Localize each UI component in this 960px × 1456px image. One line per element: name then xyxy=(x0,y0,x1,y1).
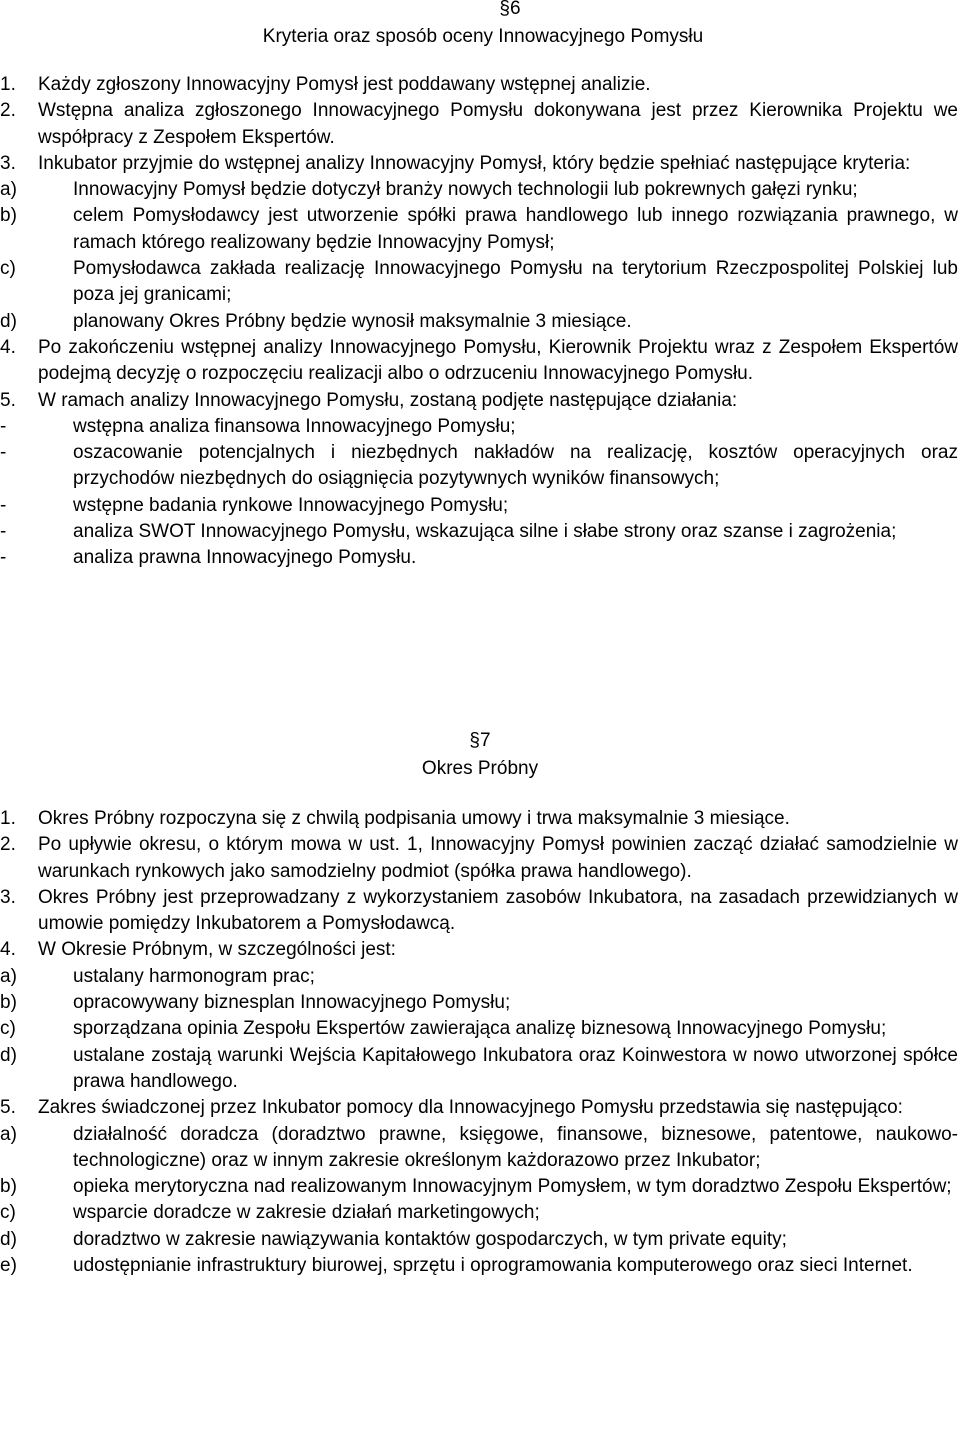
list-item xyxy=(0,937,960,963)
sub-item-label: - xyxy=(0,494,7,516)
list-item xyxy=(0,885,960,938)
sub-item xyxy=(0,1122,960,1175)
sub-item-text: planowany Okres Próbny będzie wynosił maksymalnie 3 miesiące. xyxy=(73,310,632,332)
sub-item-text: Innowacyjny Pomysł będzie dotyczył branży nowych technologii lub pokrewnych gałęzi rynku; xyxy=(73,179,858,201)
item-number: 4. xyxy=(0,939,16,961)
sub-item xyxy=(0,414,960,440)
section-heading-number xyxy=(0,0,960,22)
item-text: Po upływie okresu, o którym mowa w ust. 1, Innowacyjny Pomysł powinien zacząć działać samodzielnie w warunkach rynkowych jako samodzielny podmiot (spółka prawa handlowego). xyxy=(38,834,958,882)
item-number: 3. xyxy=(0,152,16,174)
section-title: Kryteria oraz sposób oceny Innowacyjnego Pomysłu xyxy=(262,26,704,48)
sub-item-text: doradztwo w zakresie nawiązywania kontaktów gospodarczych, w tym private equity; xyxy=(73,1228,787,1250)
sub-item-label: b) xyxy=(0,1176,17,1198)
sub-item-text: udostępnianie infrastruktury biurowej, sprzętu i oprogramowania komputerowego oraz sieci Internet. xyxy=(73,1255,913,1277)
item-number: 2. xyxy=(0,100,16,122)
section-symbol: § xyxy=(469,730,480,751)
sub-item xyxy=(0,545,960,571)
sub-item xyxy=(0,1200,960,1226)
list-item xyxy=(0,98,960,151)
section-7-items xyxy=(0,806,960,1279)
list-item xyxy=(0,832,960,885)
sub-item-text: sporządzana opinia Zespołu Ekspertów zawierająca analizę biznesową Innowacyjnego Pomysłu; xyxy=(73,1018,887,1040)
sub-item xyxy=(0,1253,960,1279)
list-item xyxy=(0,1095,960,1121)
sub-item-label: c) xyxy=(0,1202,16,1224)
item-text: Po zakończeniu wstępnej analizy Innowacyjnego Pomysłu, Kierownik Projektu wraz z Zespołem Ekspertów podejmą decyzję o rozpoczęciu realizacji albo o odrzuceniu Innowacyjnego Pomysłu. xyxy=(38,336,958,385)
sub-item xyxy=(0,1043,960,1096)
section-6 xyxy=(0,0,960,51)
sub-item-label: d) xyxy=(0,1228,17,1250)
sub-item-label: a) xyxy=(0,1123,17,1145)
item-number: 2. xyxy=(0,834,16,856)
section-heading-number xyxy=(0,728,960,754)
sub-item xyxy=(0,1016,960,1042)
sub-item xyxy=(0,964,960,990)
item-number: 4. xyxy=(0,336,16,358)
sub-item-text: działalność doradcza (doradztwo prawne, księgowe, finansowe, biznesowe, patentowe, naukowo-technologiczne) oraz w innym zakresie określonym każdorazowo przez Inkubator; xyxy=(73,1123,958,1171)
item-number: 1. xyxy=(0,808,16,829)
item-text: Okres Próbny rozpoczyna się z chwilą podpisania umowy i trwa maksymalnie 3 miesiące. xyxy=(38,808,790,829)
section-7 xyxy=(0,728,960,783)
sub-item xyxy=(0,493,960,519)
section-number: 6 xyxy=(510,0,521,19)
item-text: Inkubator przyjmie do wstępnej analizy Innowacyjny Pomysł, który będzie spełniać następujące kryteria: xyxy=(38,152,911,174)
sub-item-label: e) xyxy=(0,1255,17,1277)
sub-item-label: - xyxy=(0,442,7,464)
item-text: W Okresie Próbnym, w szczególności jest: xyxy=(38,939,396,961)
item-text: Okres Próbny jest przeprowadzany z wykorzystaniem zasobów Inkubatora, na zasadach przewidzianych w umowie pomiędzy Inkubatorem a Pomysłodawcą. xyxy=(38,886,958,935)
item-number: 3. xyxy=(0,886,16,908)
list-item xyxy=(0,335,960,388)
sub-item xyxy=(0,440,960,493)
item-number: 5. xyxy=(0,389,16,411)
sub-item-label: b) xyxy=(0,205,17,227)
sub-item-label: c) xyxy=(0,1018,16,1040)
sub-item-text: analiza prawna Innowacyjnego Pomysłu. xyxy=(73,547,417,569)
sub-item-text: ustalany harmonogram prac; xyxy=(73,965,315,987)
sub-item-label: d) xyxy=(0,310,17,332)
item-number: 5. xyxy=(0,1097,16,1119)
sub-item xyxy=(0,177,960,203)
list-item xyxy=(0,72,960,98)
sub-item-label: b) xyxy=(0,992,17,1014)
sub-item xyxy=(0,990,960,1016)
section-title: Okres Próbny xyxy=(421,758,539,780)
sub-item xyxy=(0,1227,960,1253)
sub-item xyxy=(0,203,960,256)
sub-item xyxy=(0,256,960,309)
item-text: Każdy zgłoszony Innowacyjny Pomysł jest poddawany wstępnej analizie. xyxy=(38,74,651,95)
sub-item-text: opieka merytoryczna nad realizowanym Innowacyjnym Pomysłem, w tym doradztwo Zespołu Ekspertów; xyxy=(73,1176,952,1198)
sub-item xyxy=(0,309,960,335)
item-number: 1. xyxy=(0,74,16,95)
sub-item-text: wsparcie doradcze w zakresie działań marketingowych; xyxy=(73,1202,540,1224)
sub-item xyxy=(0,519,960,545)
sub-item-label: a) xyxy=(0,179,17,201)
section-number: 7 xyxy=(480,730,491,751)
sub-item-text: oszacowanie potencjalnych i niezbędnych nakładów na realizację, kosztów operacyjnych oraz przychodów niezbędnych do osiągnięcia pozytywnych wyników finansowych; xyxy=(73,442,958,490)
sub-item-text: ustalane zostają warunki Wejścia Kapitałowego Inkubatora oraz Koinwestora w nowo utworzonej spółce prawa handlowego. xyxy=(73,1044,958,1092)
sub-item-text: analiza SWOT Innowacyjnego Pomysłu, wskazująca silne i słabe strony oraz szanse i zagrożenia; xyxy=(73,521,897,543)
sub-item-label: d) xyxy=(0,1044,17,1066)
sub-item-label: - xyxy=(0,547,7,569)
sub-item-label: c) xyxy=(0,258,16,280)
sub-item-text: opracowywany biznesplan Innowacyjnego Pomysłu; xyxy=(73,992,511,1014)
item-text: Zakres świadczonej przez Inkubator pomocy dla Innowacyjnego Pomysłu przedstawia się następująco: xyxy=(38,1097,903,1119)
section-symbol: § xyxy=(499,0,510,19)
item-text: W ramach analizy Innowacyjnego Pomysłu, zostaną podjęte następujące działania: xyxy=(38,389,738,411)
sub-item-label: a) xyxy=(0,965,17,987)
list-item xyxy=(0,388,960,414)
sub-item-text: Pomysłodawca zakłada realizację Innowacyjnego Pomysłu na terytorium Rzeczpospolitej Polskiej lub poza jej granicami; xyxy=(73,258,958,306)
list-item xyxy=(0,151,960,177)
item-text: Wstępna analiza zgłoszonego Innowacyjnego Pomysłu dokonywana jest przez Kierownika Projektu we współpracy z Zespołem Ekspertów. xyxy=(38,100,958,148)
section-6-items xyxy=(0,72,960,572)
sub-item xyxy=(0,1174,960,1200)
sub-item-label: - xyxy=(0,521,7,543)
sub-item-text: celem Pomysłodawcy jest utworzenie spółki prawa handlowego lub innego rozwiązania prawnego, w ramach którego realizowany będzie Innowacyjny Pomysł; xyxy=(73,205,958,253)
sub-item-text: wstępne badania rynkowe Innowacyjnego Pomysłu; xyxy=(73,494,509,516)
list-item xyxy=(0,806,960,832)
sub-item-text: wstępna analiza finansowa Innowacyjnego Pomysłu; xyxy=(73,415,516,437)
sub-item-label: - xyxy=(0,415,7,437)
